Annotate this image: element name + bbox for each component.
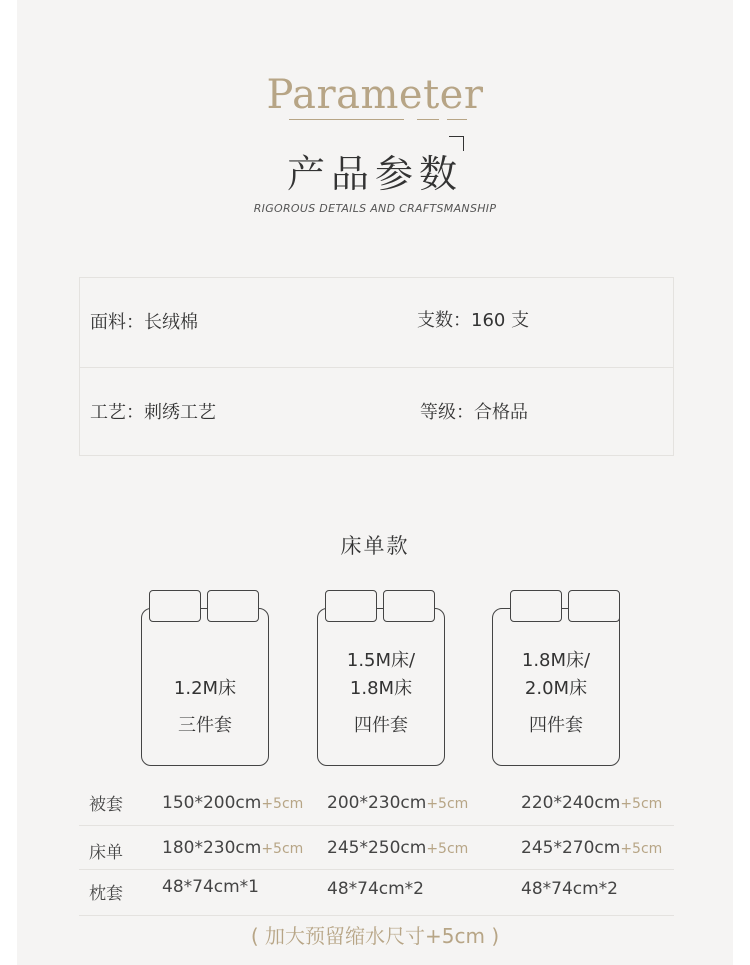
title-underline-dash bbox=[447, 119, 467, 120]
title-chinese: 产品参数 bbox=[286, 152, 463, 196]
size-value: 220*240cm+5cm bbox=[521, 793, 663, 813]
divider bbox=[79, 915, 674, 916]
divider bbox=[79, 825, 674, 826]
pillow-icon bbox=[325, 590, 377, 622]
bed-size-label: 1.8M床/ bbox=[521, 650, 591, 671]
size-value: 48*74cm*2 bbox=[327, 879, 424, 899]
param-grade: 等级：合格品 bbox=[420, 402, 528, 423]
bed-diagram bbox=[317, 590, 445, 768]
param-fabric: 面料：长绒棉 bbox=[90, 312, 198, 333]
pillow-icon bbox=[383, 590, 435, 622]
title-english: Parameter bbox=[266, 72, 484, 118]
title-underline bbox=[289, 119, 404, 120]
bed-set-label: 四件套 bbox=[529, 715, 583, 736]
pillow-icon bbox=[207, 590, 259, 622]
pillow-icon bbox=[568, 590, 620, 622]
size-value: 48*74cm*1 bbox=[162, 877, 259, 897]
divider bbox=[79, 869, 674, 870]
size-value: 200*230cm+5cm bbox=[327, 793, 469, 813]
size-value: 150*200cm+5cm bbox=[162, 793, 304, 813]
size-value: 48*74cm*2 bbox=[521, 879, 618, 899]
row-label: 床单 bbox=[89, 843, 123, 863]
title-underline-dash bbox=[417, 119, 439, 120]
divider bbox=[80, 367, 673, 368]
parameter-table bbox=[79, 277, 674, 456]
shrinkage-note: ( 加大预留缩水尺寸+5cm ) bbox=[250, 924, 500, 948]
bed-set-label: 三件套 bbox=[178, 715, 232, 736]
pillow-icon bbox=[149, 590, 201, 622]
table-row bbox=[79, 790, 674, 834]
size-value: 180*230cm+5cm bbox=[162, 838, 304, 858]
bed-set-label: 四件套 bbox=[354, 715, 408, 736]
bed-diagram bbox=[492, 590, 620, 768]
bed-size-label: 1.2M床 bbox=[173, 678, 237, 699]
product-parameter-page bbox=[17, 0, 733, 965]
subtitle: RIGOROUS DETAILS AND CRAFTSMANSHIP bbox=[253, 202, 497, 215]
param-thread-count: 支数：160 支 bbox=[417, 310, 530, 331]
param-craft: 工艺：刺绣工艺 bbox=[90, 402, 216, 423]
bed-size-label: 1.8M床 bbox=[349, 678, 413, 699]
size-value: 245*250cm+5cm bbox=[327, 838, 469, 858]
bed-size-label: 1.5M床/ bbox=[346, 650, 416, 671]
size-value: 245*270cm+5cm bbox=[521, 838, 663, 858]
row-label: 枕套 bbox=[89, 884, 123, 904]
row-label: 被套 bbox=[89, 795, 123, 815]
section-title: 床单款 bbox=[340, 534, 410, 558]
pillow-icon bbox=[510, 590, 562, 622]
bed-size-label: 2.0M床 bbox=[524, 678, 588, 699]
table-row bbox=[79, 836, 674, 880]
bed-diagram bbox=[141, 590, 269, 768]
